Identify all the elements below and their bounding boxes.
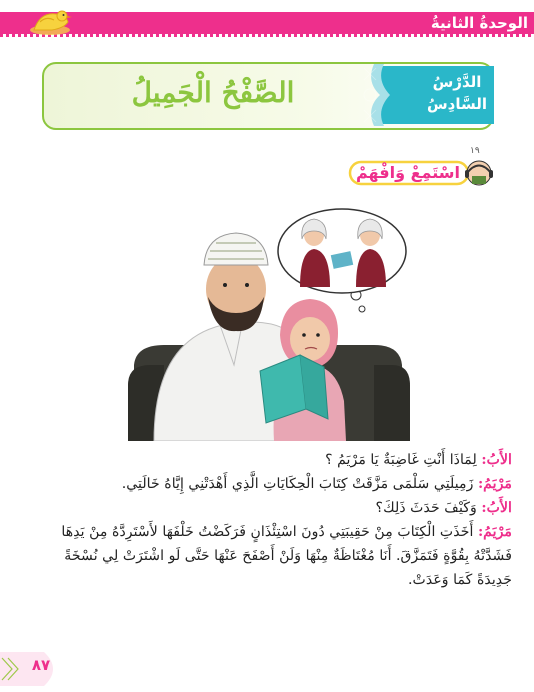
lesson-title: الصَّفْحُ الْجَمِيلُ (131, 76, 295, 109)
speaker-label: مَرْيَمُ: (477, 476, 512, 492)
dialogue (26, 448, 512, 592)
page-number: ٨٧ (31, 656, 51, 674)
dialogue-line (26, 448, 512, 472)
speaker-label: الأَبُ: (481, 500, 512, 516)
lesson-badge-line1: الدَّرْسُ (432, 73, 482, 91)
listen-label: اسْتَمِعْ وَافْهَمْ (356, 163, 460, 182)
lesson-badge-label (422, 71, 492, 115)
lesson-badge-line2: السَّادِسُ (426, 95, 488, 113)
bird-icon (26, 0, 74, 38)
illustration-father-daughter (124, 205, 414, 441)
dialogue-line (26, 496, 512, 520)
dialogue-text: وَكَيْفَ حَدَثَ ذَلِكَ؟ (375, 500, 482, 516)
dialogue-text: زَمِيلَتِي سَلْمَى مَزَّقَتْ كِتَابَ الْحِكَايَاتِ الَّذِي أَهْدَتْنِي إِيَّاهُ خَالَتِي. (121, 476, 478, 492)
track-number: ١٩ (470, 146, 480, 156)
dialogue-line (26, 520, 512, 592)
dialogue-line (26, 472, 512, 496)
speaker-label: مَرْيَمُ: (477, 524, 512, 540)
unit-banner (0, 0, 534, 42)
dialogue-text: أَخَذَتِ الْكِتَابَ مِنْ حَقِيبَتِي دُونَ اسْتِئْذَانٍ فَرَكَضْتُ خَلْفَهَا لأَسْتَرِدَّهُ مِنْ يَدِهَا فَشَدَّتْهُ بِقُوَّةٍ فَتَمَزَّقَ. أَنَا مُغْتَاظَةٌ مِنْهَا وَلَنْ أَصْفَحَ عَنْهَا حَتَّى لَو اشْتَرَتْ لِي نُسْخَةً جَدِيدَةً كَمَا وَعَدَتْ. (61, 524, 512, 588)
unit-label: الوحدةُ الثانيةُ (430, 14, 528, 32)
dialogue-text: لِمَاذَا أَنْتِ غَاضِبَةٌ يَا مَرْيَمُ ؟ (325, 452, 482, 468)
speaker-label: الأَبُ: (481, 452, 512, 468)
